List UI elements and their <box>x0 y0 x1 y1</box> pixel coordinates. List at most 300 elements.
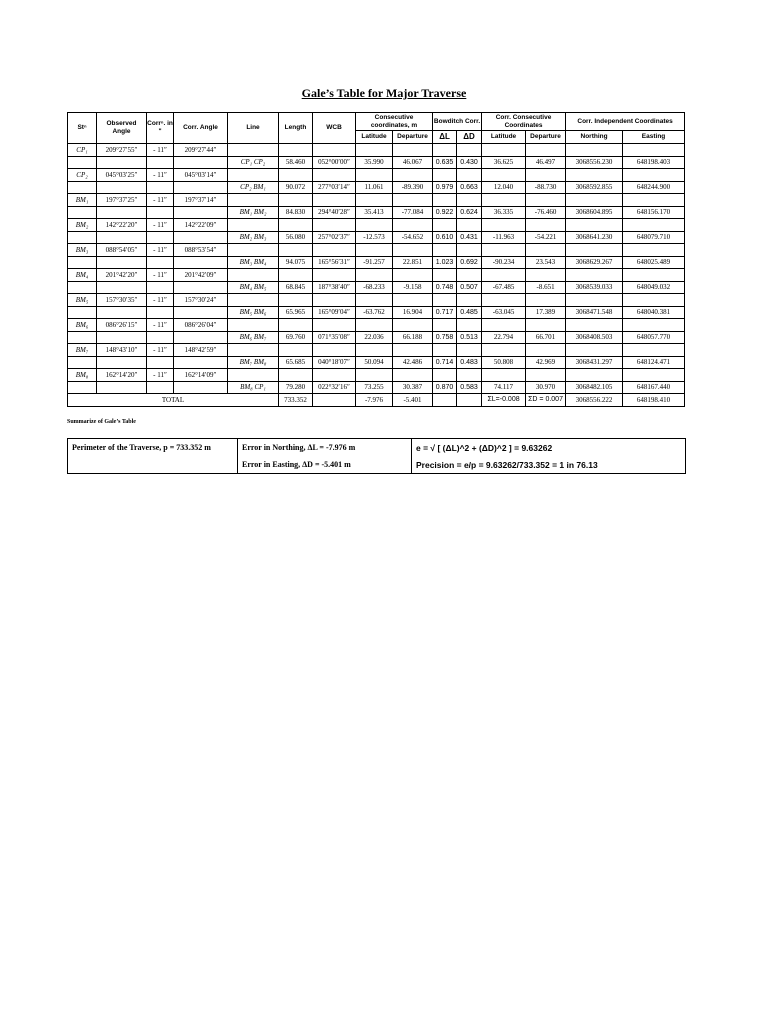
empty-cell <box>97 331 147 344</box>
easting-cell: 648124.471 <box>623 356 685 369</box>
empty-cell <box>68 281 97 294</box>
departure-cell: 16.904 <box>393 306 433 319</box>
observed-angle-cell: 157°30′35″ <box>97 294 147 307</box>
northing-cell: 3068431.297 <box>566 356 623 369</box>
delta-d-cell: 0.485 <box>457 306 482 319</box>
empty-cell <box>97 381 147 394</box>
latitude-cell: 50.094 <box>356 356 393 369</box>
empty-cell <box>623 219 685 232</box>
length-cell: 90.072 <box>279 181 313 194</box>
line-cell: BM₂ BM₃ <box>228 231 279 244</box>
corrected-angle-cell: 157°30′24″ <box>174 294 228 307</box>
length-cell: 84.830 <box>279 206 313 219</box>
delta-l-cell: 1.023 <box>433 256 457 269</box>
empty-cell <box>147 331 174 344</box>
observed-angle-cell: 162°14′20″ <box>97 369 147 382</box>
wcb-cell: 071°35′08″ <box>313 331 356 344</box>
empty-cell <box>356 219 393 232</box>
empty-cell <box>147 281 174 294</box>
empty-cell <box>279 144 313 157</box>
corr-latitude-cell: 22.794 <box>482 331 526 344</box>
empty-cell <box>97 181 147 194</box>
delta-d-cell: 0.692 <box>457 256 482 269</box>
header-corr-departure: Departure <box>526 131 566 144</box>
delta-l-cell: 0.979 <box>433 181 457 194</box>
departure-cell: 46.067 <box>393 156 433 169</box>
latitude-cell: -91.257 <box>356 256 393 269</box>
station-row <box>68 344 685 357</box>
empty-cell <box>393 169 433 182</box>
empty-cell <box>457 394 482 407</box>
header-observed-angle: Observed Angle <box>97 113 147 144</box>
delta-l-cell: 0.922 <box>433 206 457 219</box>
total-label: TOTAL <box>68 394 279 407</box>
length-cell: 65.685 <box>279 356 313 369</box>
delta-l-cell: 0.610 <box>433 231 457 244</box>
empty-cell <box>526 319 566 332</box>
length-cell: 69.760 <box>279 331 313 344</box>
empty-cell <box>457 369 482 382</box>
line-row <box>68 181 685 194</box>
empty-cell <box>623 144 685 157</box>
corrected-angle-cell: 201°42′09″ <box>174 269 228 282</box>
empty-cell <box>97 231 147 244</box>
latitude-cell: 73.255 <box>356 381 393 394</box>
corr-departure-cell: -54.221 <box>526 231 566 244</box>
correction-cell: - 11″ <box>147 194 174 207</box>
sum-delta-d: ΣD = 0.007 <box>526 394 566 407</box>
empty-cell <box>526 294 566 307</box>
delta-d-cell: 0.583 <box>457 381 482 394</box>
northing-cell: 3068471.548 <box>566 306 623 319</box>
empty-cell <box>457 319 482 332</box>
northing-cell: 3068604.895 <box>566 206 623 219</box>
empty-cell <box>393 194 433 207</box>
line-row <box>68 281 685 294</box>
gales-table <box>67 112 685 407</box>
empty-cell <box>147 156 174 169</box>
empty-cell <box>623 344 685 357</box>
station-row <box>68 194 685 207</box>
empty-cell <box>174 356 228 369</box>
error-northing-text: Error in Northing, ΔL = -7.976 m <box>238 439 412 457</box>
corrected-angle-cell: 162°14′09″ <box>174 369 228 382</box>
northing-cell: 3068482.105 <box>566 381 623 394</box>
length-cell: 65.965 <box>279 306 313 319</box>
empty-cell <box>623 319 685 332</box>
header-corr-angle: Corr. Angle <box>174 113 228 144</box>
empty-cell <box>433 269 457 282</box>
empty-cell <box>566 194 623 207</box>
empty-cell <box>279 219 313 232</box>
empty-cell <box>433 219 457 232</box>
corr-departure-cell: 17.389 <box>526 306 566 319</box>
empty-cell <box>68 181 97 194</box>
header-consecutive: Consecutive coordinates, m <box>356 113 433 131</box>
station-cell: BM₄ <box>68 269 97 282</box>
corr-departure-cell: 46.497 <box>526 156 566 169</box>
header-easting: Easting <box>623 131 685 144</box>
empty-cell <box>393 344 433 357</box>
summary-title: Summarize of Gale’s Table <box>67 419 136 425</box>
corrected-angle-cell: 142°22′09″ <box>174 219 228 232</box>
empty-cell <box>566 319 623 332</box>
empty-cell <box>482 244 526 257</box>
header-corr-latitude: Latitude <box>482 131 526 144</box>
empty-cell <box>356 194 393 207</box>
total-row <box>68 394 685 407</box>
delta-l-cell: 0.714 <box>433 356 457 369</box>
e-formula-text: e = √ [ (ΔL)^2 + (ΔD)^2 ] = 9.63262 <box>412 439 686 457</box>
line-cell: BM₃ BM₄ <box>228 256 279 269</box>
wcb-cell: 277°03′14″ <box>313 181 356 194</box>
departure-cell: 66.188 <box>393 331 433 344</box>
wcb-cell: 257°02′37″ <box>313 231 356 244</box>
wcb-cell: 022°32′16″ <box>313 381 356 394</box>
departure-cell: 42.486 <box>393 356 433 369</box>
station-cell: BM₅ <box>68 294 97 307</box>
empty-cell <box>457 219 482 232</box>
observed-angle-cell: 197°37′25″ <box>97 194 147 207</box>
empty-cell <box>457 269 482 282</box>
station-row <box>68 219 685 232</box>
corr-latitude-cell: -67.485 <box>482 281 526 294</box>
latitude-cell: -68.233 <box>356 281 393 294</box>
empty-cell <box>228 144 279 157</box>
length-cell: 94.075 <box>279 256 313 269</box>
empty-cell <box>623 194 685 207</box>
empty-cell <box>97 156 147 169</box>
header-bowditch: Bowditch Corr. <box>433 113 482 131</box>
empty-cell <box>313 169 356 182</box>
empty-cell <box>482 144 526 157</box>
empty-cell <box>393 269 433 282</box>
empty-cell <box>174 381 228 394</box>
empty-cell <box>356 294 393 307</box>
station-row <box>68 369 685 382</box>
correction-cell: - 11″ <box>147 369 174 382</box>
observed-angle-cell: 045°03′25″ <box>97 169 147 182</box>
empty-cell <box>482 294 526 307</box>
delta-l-cell: 0.870 <box>433 381 457 394</box>
empty-cell <box>623 244 685 257</box>
departure-cell: -54.652 <box>393 231 433 244</box>
northing-cell: 3068539.033 <box>566 281 623 294</box>
empty-cell <box>526 194 566 207</box>
empty-cell <box>68 206 97 219</box>
empty-cell <box>356 169 393 182</box>
latitude-cell: 35.990 <box>356 156 393 169</box>
empty-cell <box>228 244 279 257</box>
line-row <box>68 356 685 369</box>
empty-cell <box>279 319 313 332</box>
error-easting-text: Error in Easting, ΔD = -5.401 m <box>238 456 412 474</box>
empty-cell <box>482 344 526 357</box>
empty-cell <box>393 319 433 332</box>
header-latitude: Latitude <box>356 131 393 144</box>
line-row <box>68 206 685 219</box>
empty-cell <box>433 344 457 357</box>
empty-cell <box>147 181 174 194</box>
sum-delta-l: ΣL=-0.008 <box>482 394 526 407</box>
empty-cell <box>482 219 526 232</box>
empty-cell <box>526 369 566 382</box>
empty-cell <box>482 369 526 382</box>
corr-latitude-cell: 50.808 <box>482 356 526 369</box>
empty-cell <box>526 244 566 257</box>
line-row <box>68 231 685 244</box>
delta-d-cell: 0.483 <box>457 356 482 369</box>
station-row <box>68 169 685 182</box>
corr-latitude-cell: 12.040 <box>482 181 526 194</box>
table-body <box>68 144 685 407</box>
header-wcb: WCB <box>313 113 356 144</box>
empty-cell <box>68 356 97 369</box>
northing-cell: 3068641.230 <box>566 231 623 244</box>
correction-cell: - 11″ <box>147 169 174 182</box>
empty-cell <box>433 294 457 307</box>
northing-cell: 3068556.230 <box>566 156 623 169</box>
correction-cell: - 11″ <box>147 144 174 157</box>
corrected-angle-cell: 088°53′54″ <box>174 244 228 257</box>
observed-angle-cell: 088°54′05″ <box>97 244 147 257</box>
empty-cell <box>147 306 174 319</box>
length-cell: 79.280 <box>279 381 313 394</box>
northing-cell: 3068629.267 <box>566 256 623 269</box>
total-length: 733.352 <box>279 394 313 407</box>
empty-cell <box>174 331 228 344</box>
empty-cell <box>566 169 623 182</box>
empty-cell <box>68 331 97 344</box>
header-corr-independent: Corr. Independent Coordinates <box>566 113 685 131</box>
empty-cell <box>482 319 526 332</box>
correction-cell: - 11″ <box>147 294 174 307</box>
empty-cell <box>279 244 313 257</box>
empty-cell <box>482 269 526 282</box>
easting-cell: 648040.381 <box>623 306 685 319</box>
empty-cell <box>174 306 228 319</box>
wcb-cell: 052°00′00″ <box>313 156 356 169</box>
latitude-cell: -63.762 <box>356 306 393 319</box>
empty-cell <box>356 369 393 382</box>
empty-cell <box>313 219 356 232</box>
empty-cell <box>228 294 279 307</box>
northing-cell: 3068592.855 <box>566 181 623 194</box>
total-departure: -5.401 <box>393 394 433 407</box>
empty-cell <box>174 256 228 269</box>
corr-latitude-cell: 36.625 <box>482 156 526 169</box>
empty-cell <box>97 356 147 369</box>
line-row <box>68 381 685 394</box>
empty-cell <box>393 219 433 232</box>
header-delta-l: ΔL <box>433 131 457 144</box>
header-delta-d: ΔD <box>457 131 482 144</box>
delta-d-cell: 0.430 <box>457 156 482 169</box>
easting-cell: 648079.710 <box>623 231 685 244</box>
station-cell: BM₆ <box>68 319 97 332</box>
empty-cell <box>457 194 482 207</box>
empty-cell <box>566 219 623 232</box>
empty-cell <box>356 344 393 357</box>
line-cell: BM₇ BM₈ <box>228 356 279 369</box>
line-cell: BM₄ BM₅ <box>228 281 279 294</box>
empty-cell <box>356 319 393 332</box>
corr-latitude-cell: -90.234 <box>482 256 526 269</box>
empty-cell <box>457 169 482 182</box>
latitude-cell: 35.413 <box>356 206 393 219</box>
delta-l-cell: 0.758 <box>433 331 457 344</box>
delta-d-cell: 0.624 <box>457 206 482 219</box>
empty-cell <box>174 281 228 294</box>
empty-cell <box>174 206 228 219</box>
line-cell: BM₁ BM₂ <box>228 206 279 219</box>
empty-cell <box>457 144 482 157</box>
empty-cell <box>566 344 623 357</box>
empty-cell <box>313 244 356 257</box>
corrected-angle-cell: 086°26′04″ <box>174 319 228 332</box>
corrected-angle-cell: 197°37′14″ <box>174 194 228 207</box>
line-cell: CP₁ CP₂ <box>228 156 279 169</box>
header-correction: Corrⁿ. in " <box>147 113 174 144</box>
corr-latitude-cell: -63.045 <box>482 306 526 319</box>
empty-cell <box>623 269 685 282</box>
corr-departure-cell: -76.460 <box>526 206 566 219</box>
empty-cell <box>623 369 685 382</box>
header-departure: Departure <box>393 131 433 144</box>
station-row <box>68 244 685 257</box>
empty-cell <box>566 369 623 382</box>
length-cell: 58.460 <box>279 156 313 169</box>
empty-cell <box>147 256 174 269</box>
empty-cell <box>68 231 97 244</box>
corr-departure-cell: 30.970 <box>526 381 566 394</box>
departure-cell: -9.158 <box>393 281 433 294</box>
empty-cell <box>228 219 279 232</box>
line-cell: BM₆ BM₇ <box>228 331 279 344</box>
perimeter-text: Perimeter of the Traverse, p = 733.352 m <box>68 439 238 457</box>
line-row <box>68 156 685 169</box>
corr-departure-cell: -8.651 <box>526 281 566 294</box>
departure-cell: -89.390 <box>393 181 433 194</box>
latitude-cell: -12.573 <box>356 231 393 244</box>
easting-cell: 648167.440 <box>623 381 685 394</box>
correction-cell: - 11″ <box>147 344 174 357</box>
header-length: Length <box>279 113 313 144</box>
empty-cell <box>526 269 566 282</box>
wcb-cell: 165°56′31″ <box>313 256 356 269</box>
precision-text: Precision = e/p = 9.63262/733.352 = 1 in 76.13 <box>412 456 686 474</box>
station-row <box>68 294 685 307</box>
empty-cell <box>279 194 313 207</box>
corr-departure-cell: 42.969 <box>526 356 566 369</box>
empty-cell <box>313 394 356 407</box>
empty-cell <box>313 369 356 382</box>
empty-cell <box>228 319 279 332</box>
empty-cell <box>433 319 457 332</box>
correction-cell: - 11″ <box>147 244 174 257</box>
station-cell: BM₃ <box>68 244 97 257</box>
corr-latitude-cell: 74.117 <box>482 381 526 394</box>
empty-cell <box>97 206 147 219</box>
empty-cell <box>482 194 526 207</box>
empty-cell <box>393 144 433 157</box>
empty-cell <box>433 169 457 182</box>
length-cell: 56.080 <box>279 231 313 244</box>
header-northing: Northing <box>566 131 623 144</box>
empty-cell <box>279 294 313 307</box>
summary-empty-cell <box>68 456 238 474</box>
empty-cell <box>566 244 623 257</box>
station-cell: BM₈ <box>68 369 97 382</box>
empty-cell <box>147 381 174 394</box>
empty-cell <box>526 344 566 357</box>
empty-cell <box>68 381 97 394</box>
line-row <box>68 306 685 319</box>
empty-cell <box>433 194 457 207</box>
easting-cell: 648057.770 <box>623 331 685 344</box>
empty-cell <box>566 269 623 282</box>
latitude-cell: 11.061 <box>356 181 393 194</box>
delta-l-cell: 0.748 <box>433 281 457 294</box>
corr-latitude-cell: 36.335 <box>482 206 526 219</box>
line-row <box>68 331 685 344</box>
page-title: Gale’s Table for Major Traverse <box>301 86 467 100</box>
empty-cell <box>393 244 433 257</box>
line-cell: BM₅ BM₆ <box>228 306 279 319</box>
station-row <box>68 269 685 282</box>
empty-cell <box>356 144 393 157</box>
wcb-cell: 294°40′28″ <box>313 206 356 219</box>
station-cell: CP₁ <box>68 144 97 157</box>
empty-cell <box>313 294 356 307</box>
corrected-angle-cell: 045°03′14″ <box>174 169 228 182</box>
delta-d-cell: 0.663 <box>457 181 482 194</box>
corr-latitude-cell: -11.963 <box>482 231 526 244</box>
corr-departure-cell: -88.730 <box>526 181 566 194</box>
delta-d-cell: 0.513 <box>457 331 482 344</box>
wcb-cell: 040°18′07″ <box>313 356 356 369</box>
delta-l-cell: 0.635 <box>433 156 457 169</box>
empty-cell <box>526 169 566 182</box>
empty-cell <box>623 294 685 307</box>
line-cell: CP₂ BM₁ <box>228 181 279 194</box>
wcb-cell: 187°38′40″ <box>313 281 356 294</box>
easting-cell: 648244.900 <box>623 181 685 194</box>
empty-cell <box>97 256 147 269</box>
empty-cell <box>313 194 356 207</box>
empty-cell <box>279 369 313 382</box>
empty-cell <box>68 306 97 319</box>
correction-cell: - 11″ <box>147 219 174 232</box>
delta-l-cell: 0.717 <box>433 306 457 319</box>
empty-cell <box>68 256 97 269</box>
length-cell: 68.845 <box>279 281 313 294</box>
empty-cell <box>147 206 174 219</box>
corr-departure-cell: 23.543 <box>526 256 566 269</box>
empty-cell <box>147 231 174 244</box>
station-row <box>68 319 685 332</box>
empty-cell <box>97 281 147 294</box>
total-latitude: -7.976 <box>356 394 393 407</box>
empty-cell <box>228 344 279 357</box>
empty-cell <box>228 194 279 207</box>
empty-cell <box>526 219 566 232</box>
empty-cell <box>356 269 393 282</box>
corr-departure-cell: 66.701 <box>526 331 566 344</box>
empty-cell <box>174 156 228 169</box>
empty-cell <box>566 144 623 157</box>
station-cell: BM₁ <box>68 194 97 207</box>
